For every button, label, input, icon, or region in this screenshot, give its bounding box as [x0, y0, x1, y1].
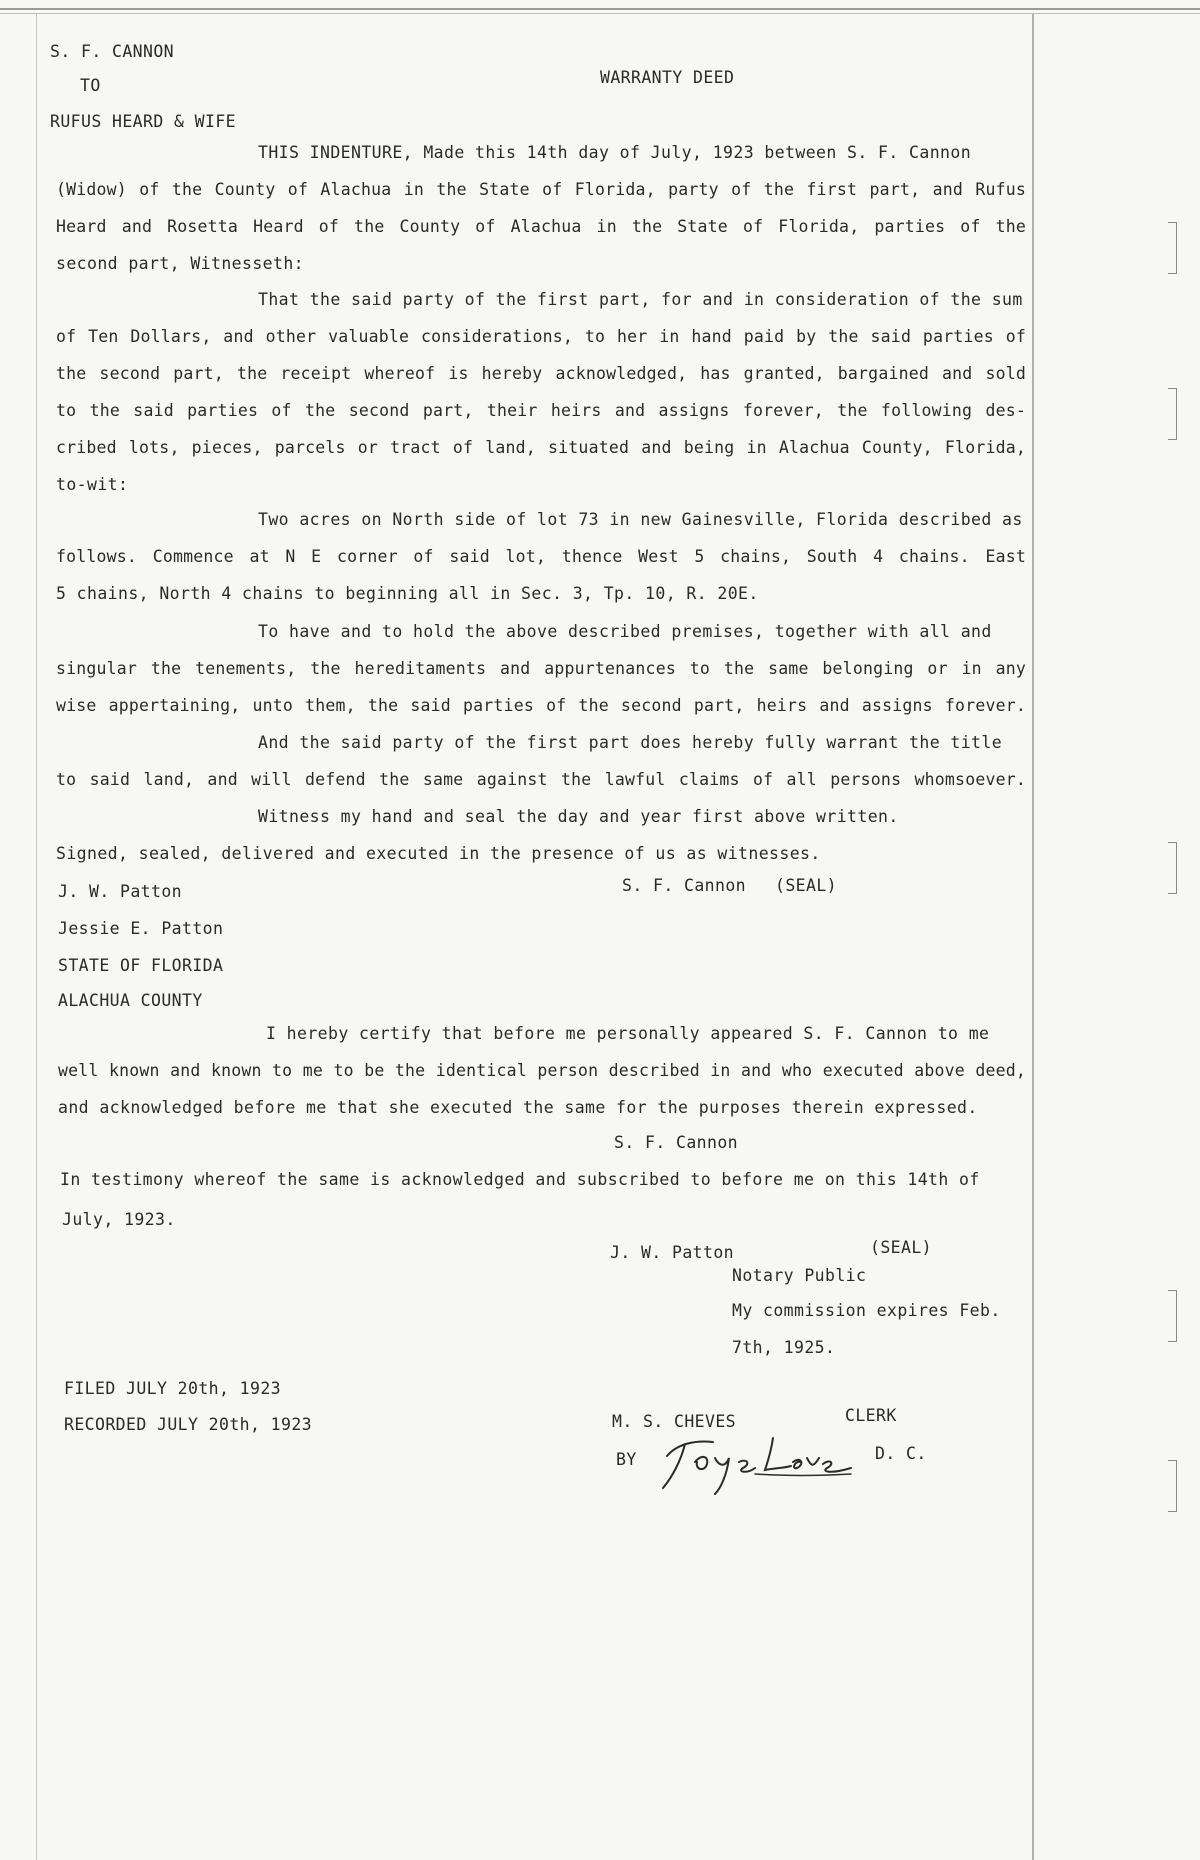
- to-heading: TO: [80, 76, 101, 95]
- body-line: Heard and Rosetta Heard of the County of Alachua in the State of Florida, parties of the: [56, 217, 1026, 236]
- right-margin-rule: [1032, 14, 1034, 1860]
- margin-bracket: [1168, 1460, 1177, 1512]
- body-line: of Ten Dollars, and other valuable considerations, to her in hand paid by the said parties of: [56, 327, 1026, 346]
- body-line: Two acres on North side of lot 73 in new Gainesville, Florida described as: [258, 510, 1023, 529]
- margin-bracket: [1168, 388, 1177, 440]
- body-line: cribed lots, pieces, parcels or tract of land, situated and being in Alachua County, Florida,: [56, 438, 1026, 457]
- handwritten-signature: [655, 1418, 855, 1498]
- ack-line: well known and known to me to be the identical person described in and who executed above deed,: [58, 1061, 1026, 1080]
- top-rule: [0, 8, 1200, 10]
- clerk-name: M. S. CHEVES: [612, 1412, 737, 1431]
- body-line: 5 chains, North 4 chains to beginning all in Sec. 3, Tp. 10, R. 20E.: [56, 584, 759, 603]
- body-line: Signed, sealed, delivered and executed in the presence of us as witnesses.: [56, 844, 821, 863]
- body-line: to the said parties of the second part, their heirs and assigns forever, the following des-: [56, 401, 1026, 420]
- body-line: the second part, the receipt whereof is hereby acknowledged, has granted, bargained and sold: [56, 364, 1026, 383]
- witness-name: J. W. Patton: [58, 882, 183, 901]
- body-line: wise appertaining, unto them, the said parties of the second part, heirs and assigns forever.: [56, 696, 1026, 715]
- county-heading: ALACHUA COUNTY: [58, 991, 203, 1010]
- commission-line: My commission expires Feb.: [732, 1301, 1001, 1320]
- by-label: BY: [616, 1450, 637, 1469]
- body-line: Witness my hand and seal the day and year first above written.: [258, 807, 899, 826]
- recorded-date: RECORDED JULY 20th, 1923: [64, 1415, 313, 1434]
- body-line: That the said party of the first part, for and in consideration of the sum: [258, 290, 1023, 309]
- body-line: To have and to hold the above described premises, together with all and: [258, 622, 992, 641]
- notary-seal: (SEAL): [870, 1238, 933, 1257]
- witness-name: Jessie E. Patton: [58, 919, 224, 938]
- commission-date: 7th, 1925.: [732, 1338, 836, 1357]
- ack-line: I hereby certify that before me personally appeared S. F. Cannon to me: [266, 1024, 990, 1043]
- body-line: THIS INDENTURE, Made this 14th day of July, 1923 between S. F. Cannon: [258, 143, 972, 162]
- testimony-date: July, 1923.: [62, 1210, 176, 1229]
- left-margin-rule: [36, 14, 37, 1860]
- margin-bracket: [1168, 1290, 1177, 1342]
- state-heading: STATE OF FLORIDA: [58, 956, 224, 975]
- body-line: second part, Witnesseth:: [56, 254, 305, 273]
- body-line: follows. Commence at N E corner of said lot, thence West 5 chains, South 4 chains. East: [56, 547, 1026, 566]
- clerk-title: CLERK: [845, 1406, 897, 1425]
- document-title: WARRANTY DEED: [600, 68, 735, 87]
- ack-line: and acknowledged before me that she executed the same for the purposes therein expressed.: [58, 1098, 978, 1117]
- body-line: (Widow) of the County of Alachua in the State of Florida, party of the first part, and Rufus: [56, 180, 1026, 199]
- grantor-heading: S. F. CANNON: [50, 42, 175, 61]
- testimony-line: In testimony whereof the same is acknowledged and subscribed to before me on this 14th of: [60, 1170, 980, 1189]
- ack-signer: S. F. Cannon: [614, 1133, 739, 1152]
- filed-date: FILED JULY 20th, 1923: [64, 1379, 282, 1398]
- body-line: to-wit:: [56, 475, 129, 494]
- notary-name: J. W. Patton: [610, 1243, 735, 1262]
- grantee-heading: RUFUS HEARD & WIFE: [50, 112, 237, 131]
- notary-title: Notary Public: [732, 1266, 867, 1285]
- body-line: singular the tenements, the hereditaments and appurtenances to the same belonging or in any: [56, 659, 1026, 678]
- seal-mark: (SEAL): [775, 876, 838, 895]
- grantor-signature: S. F. Cannon: [622, 876, 747, 895]
- top-rule-thin: [0, 13, 1200, 14]
- body-line: And the said party of the first part does hereby fully warrant the title: [258, 733, 1003, 752]
- margin-bracket: [1168, 842, 1177, 894]
- body-line: to said land, and will defend the same against the lawful claims of all persons whomsoever.: [56, 770, 1026, 789]
- deputy-clerk-label: D. C.: [875, 1444, 927, 1463]
- margin-bracket: [1168, 222, 1177, 274]
